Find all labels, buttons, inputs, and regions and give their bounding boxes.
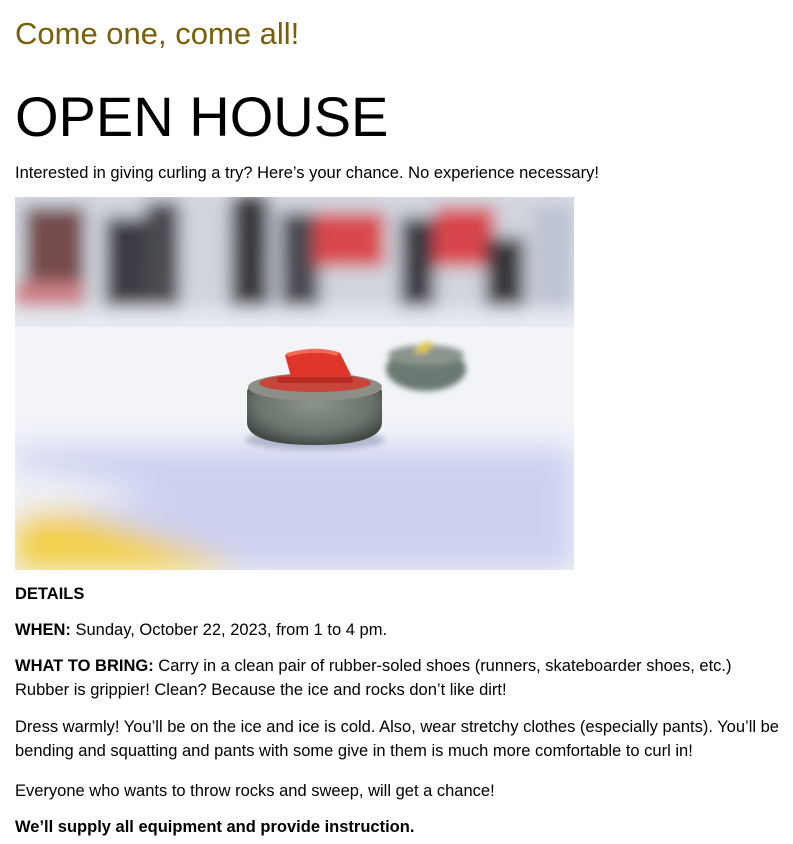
dress-paragraph: Dress warmly! You’ll be on the ice and ice is cold. Also, wear stretchy clothes (especially pants). You’ll be bending and squatting and pants with some give in them is much more comfortable to curl in! xyxy=(15,718,779,760)
when-label: WHEN: xyxy=(15,621,71,639)
supply-paragraph: We’ll supply all equipment and provide instruction. xyxy=(15,818,415,836)
everyone-paragraph: Everyone who wants to throw rocks and sweep, will get a chance! xyxy=(15,782,495,800)
when-text: Sunday, October 22, 2023, from 1 to 4 pm. xyxy=(70,621,388,639)
bring-label: WHAT TO BRING: xyxy=(15,657,154,675)
what-to-bring-paragraph xyxy=(15,654,785,702)
when-paragraph xyxy=(15,618,785,642)
intro-text: Interested in giving curling a try? Here’s your chance. No experience necessary! xyxy=(15,164,599,182)
tagline: Come one, come all! xyxy=(15,16,300,51)
details-heading: DETAILS xyxy=(15,585,85,603)
page-title: OPEN HOUSE xyxy=(15,85,389,148)
curling-photo xyxy=(15,197,574,570)
bring-text: Carry in a clean pair of rubber-soled shoes (runners, skateboarder shoes, etc.) Rubber is grippier! Clean? Because the ice and rocks don’t like dirt! xyxy=(15,657,732,699)
